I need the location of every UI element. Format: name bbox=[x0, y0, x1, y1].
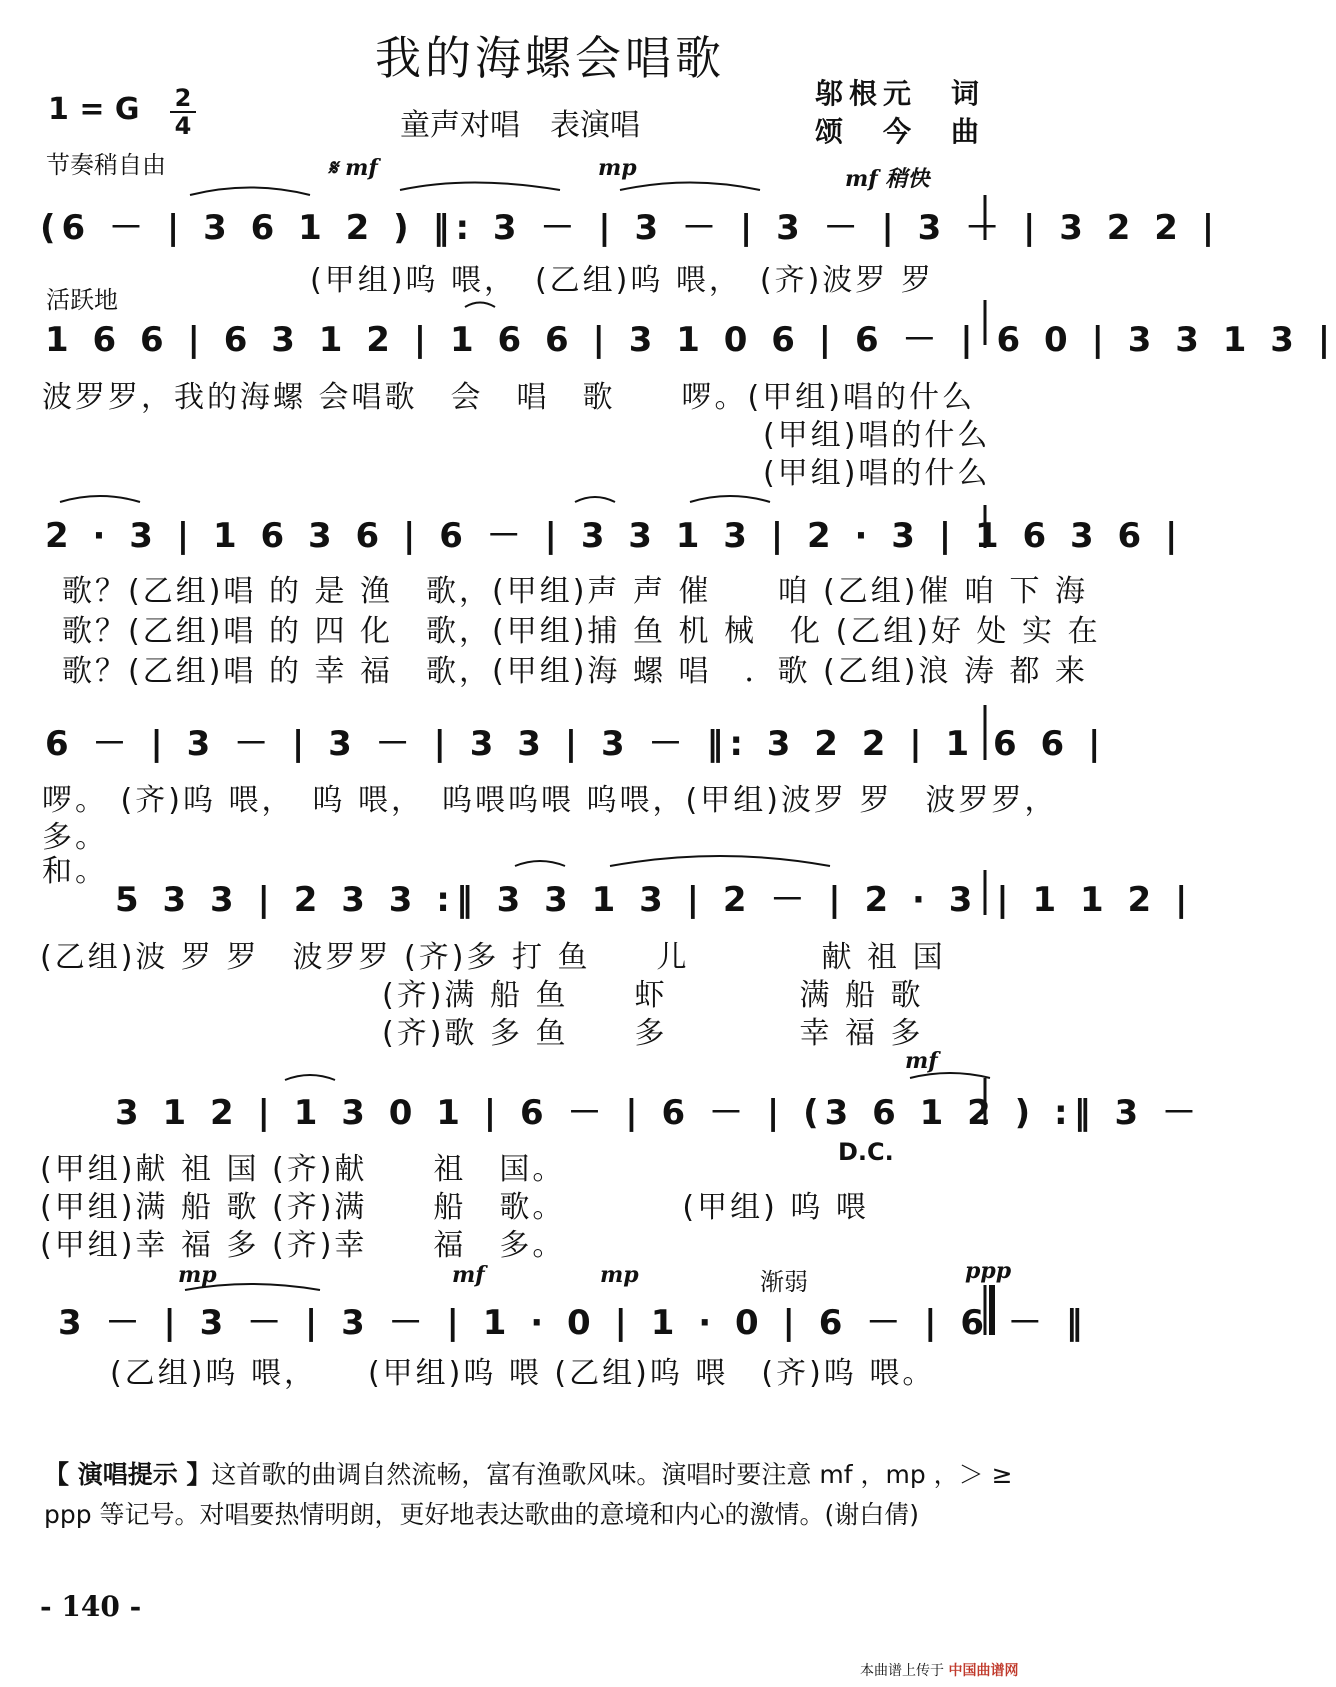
lyrics-row-5-line-2: (齐)满 船 鱼 虾 满 船 歌 bbox=[382, 978, 924, 1013]
notes-row-4: 6 － | 3 － | 3 － | 3 3 | 3 － ‖: 3 2 2 | 1 6 6 | bbox=[45, 724, 1107, 764]
mf-faster-mark: mf 稍快 bbox=[845, 166, 930, 192]
lyrics-row-5-line-1: (乙组)波 罗 罗 波罗罗 (齐)多 打 鱼 儿 献 祖 国 bbox=[40, 940, 946, 975]
lyrics-row-6-line-3: (甲组)幸 福 多 (齐)幸 福 多。 bbox=[40, 1228, 566, 1263]
notes-row-2: 1 6 6 | 6 3 1 2 | 1 6 6 | 3 1 0 6 | 6 － | 6 0 | 3 3 1 3 | bbox=[45, 320, 1336, 360]
lyrics-row-2-line-3: (甲组)唱的什么 bbox=[763, 456, 991, 491]
diminuendo-mark: 渐弱 bbox=[760, 1268, 808, 1296]
segno-mf-mark: 𝄋 mf bbox=[328, 155, 378, 181]
lyrics-row-2-line-1: 波罗罗，我的海螺 会唱歌 会 唱 歌 啰。(甲组)唱的什么 bbox=[42, 380, 975, 415]
notes-row-6: 3 1 2 | 1 3 0 1 | 6 － | 6 － | (3 6 1 2 ) :‖ 3 － bbox=[115, 1093, 1202, 1133]
composer-credit: 颂 今 曲 bbox=[815, 115, 986, 148]
tips-body: 这首歌的曲调自然流畅，富有渔歌风味。演唱时要注意 mf ，mp ，＞ ≥ ppp 等记号。对唱要热情明朗，更好地表达歌曲的意境和内心的激情。(谢白倩) bbox=[44, 1460, 1013, 1529]
lyrics-row-4-line-3: 和。 bbox=[42, 854, 108, 889]
lyrics-row-3-line-2: 歌？(乙组)唱 的 四 化 歌，(甲组)捕 鱼 机 械 化 (乙组)好 处 实 在 bbox=[62, 614, 1101, 649]
mp-mark: mp bbox=[598, 155, 637, 181]
mp-mark-2: mp bbox=[178, 1262, 217, 1288]
ppp-mark: ppp bbox=[965, 1258, 1012, 1284]
lyrics-row-7: (乙组)呜 喂， (甲组)呜 喂 (乙组)呜 喂 (齐)呜 喂。 bbox=[110, 1356, 936, 1391]
song-title: 我的海螺会唱歌 bbox=[375, 31, 725, 85]
dc-mark: D.C. bbox=[838, 1138, 894, 1166]
tips-heading: 【 演唱提示 】 bbox=[44, 1460, 212, 1489]
performance-tips bbox=[44, 1455, 1059, 1535]
mf-mark-3: mf bbox=[452, 1262, 485, 1288]
mf-end-mark: mf bbox=[905, 1048, 938, 1074]
footer-site: 中国曲谱网 bbox=[948, 1663, 1019, 1679]
notes-row-3: 2 · 3 | 1 6 3 6 | 6 － | 3 3 1 3 | 2 · 3 | 1 6 3 6 | bbox=[45, 516, 1184, 556]
lively-marking: 活跃地 bbox=[46, 286, 118, 314]
lyrics-row-3-line-3: 歌？(乙组)唱 的 幸 福 歌，(甲组)海 螺 唱 ．歌 (乙组)浪 涛 都 来 bbox=[62, 654, 1089, 689]
mp-mark-3: mp bbox=[600, 1262, 639, 1288]
time-bottom: 4 bbox=[174, 112, 192, 140]
lyrics-row-6-line-1: (甲组)献 祖 国 (齐)献 祖 国。 bbox=[40, 1152, 566, 1187]
lyricist-credit: 邬根元 词 bbox=[815, 77, 986, 110]
lyrics-row-5-line-3: (齐)歌 多 鱼 多 幸 福 多 bbox=[382, 1016, 924, 1051]
lyrics-row-4-line-1: 啰。 (齐)呜 喂， 呜 喂， 呜喂呜喂 呜喂，(甲组)波罗 罗 波罗罗， bbox=[42, 783, 1058, 818]
notes-row-7: 3 － | 3 － | 3 － | 1 · 0 | 1 · 0 | 6 － | 6 － ‖ bbox=[58, 1303, 1089, 1343]
time-top: 2 bbox=[174, 84, 192, 112]
upload-footer bbox=[860, 1660, 1018, 1680]
page-number: - 140 - bbox=[40, 1590, 142, 1623]
lyrics-row-2-line-2: (甲组)唱的什么 bbox=[763, 418, 991, 453]
lyrics-row-1: (甲组)呜 喂， (乙组)呜 喂， (齐)波罗 罗 bbox=[310, 263, 934, 298]
lyrics-row-3-line-1: 歌？(乙组)唱 的 是 渔 歌，(甲组)声 声 催 咱 (乙组)催 咱 下 海 bbox=[62, 574, 1089, 609]
subtitle: 童声对唱 表演唱 bbox=[400, 108, 640, 143]
lyrics-row-6-line-2: (甲组)满 船 歌 (齐)满 船 歌。 (甲组) 呜 喂 bbox=[40, 1190, 869, 1225]
notes-row-1: (6 － | 3 6 1 2 ) ‖: 3 － | 3 － | 3 － | 3 － | 3 2 2 | bbox=[40, 208, 1221, 248]
notes-row-5: 5 3 3 | 2 3 3 :‖ 3 3 1 3 | 2 － | 2 · 3 | 1 1 2 | bbox=[115, 880, 1194, 920]
footer-text: 本曲谱上传于 bbox=[860, 1663, 944, 1679]
tempo-marking: 节奏稍自由 bbox=[46, 151, 166, 179]
lyrics-row-4-line-2: 多。 bbox=[42, 820, 108, 855]
key-signature: 1 = G bbox=[48, 92, 140, 127]
